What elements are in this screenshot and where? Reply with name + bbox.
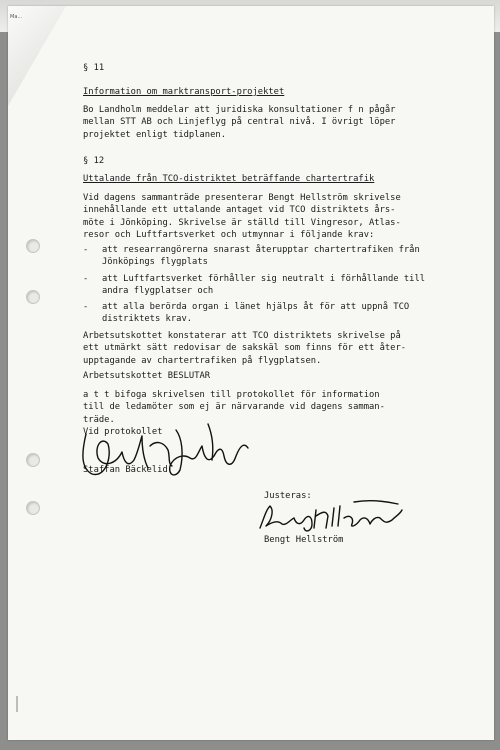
margin-note: Ma... <box>10 14 23 20</box>
edge-mark <box>16 696 18 712</box>
recorder-signature <box>72 416 252 486</box>
folded-corner <box>8 6 66 106</box>
demand-dash: - <box>83 302 89 312</box>
section-number: § 11 <box>83 63 105 73</box>
demand-dash: - <box>83 245 89 255</box>
section-heading: Information om marktransport-projektet <box>83 87 285 97</box>
adjuster-signature <box>254 496 404 536</box>
section-paragraph: Bo Landholm meddelar att juridiska konsultationer f n pågår mellan STT AB och Linjeflyg på central nivå. I övrigt löper projektet enligt tidplanen. <box>83 105 396 140</box>
decision-label: Arbetsutskottet BESLUTAR <box>83 371 211 381</box>
punch-hole-1 <box>26 239 40 253</box>
punch-hole-2 <box>26 290 40 304</box>
demand-item: att Luftfartsverket förhåller sig neutralt i förhållande till andra flygplatser och <box>102 274 426 297</box>
demand-item: att alla berörda organ i länet hjälps åt för att uppnå TCO distriktets krav. <box>102 302 410 325</box>
recorder-label: Vid protokollet <box>83 427 163 437</box>
punch-hole-4 <box>26 501 40 515</box>
demand-item: att researrangörerna snarast återupptar chartertrafiken från Jönköpings flygplats <box>102 245 420 268</box>
section-heading: Uttalande från TCO-distriktet beträffande chartertrafik <box>83 174 375 184</box>
document-page <box>8 6 494 740</box>
section-intro: Vid dagens sammanträde presenterar Bengt Hellström skrivelse innehållande ett uttalande antaget vid TCO distriktets års- möte i Jönköping. Skrivelse är ställd till Vingresor, Atlas- resor och Luftfartsverket och utmynnar i följande krav: <box>83 193 401 241</box>
punch-hole-3 <box>26 453 40 467</box>
section-number: § 12 <box>83 156 105 166</box>
adjuster-label: Justeras: <box>264 491 312 501</box>
decision-att: a t t <box>83 390 110 400</box>
demand-dash: - <box>83 274 89 284</box>
committee-finding: Arbetsutskottet konstaterar att TCO distriktets skrivelse på ett utmärkt sätt redovisar de sakskäl som finns för ett åter- upptagande av chartertrafiken på flygplatsen. <box>83 331 407 366</box>
decision-body: bifoga skrivelsen till protokollet för information till de ledamöter som ej är närvarande vid dagens samman- träde. <box>83 390 385 425</box>
recorder-name: Staffan Bäckelid <box>83 465 168 475</box>
adjuster-name: Bengt Hellström <box>264 535 344 545</box>
